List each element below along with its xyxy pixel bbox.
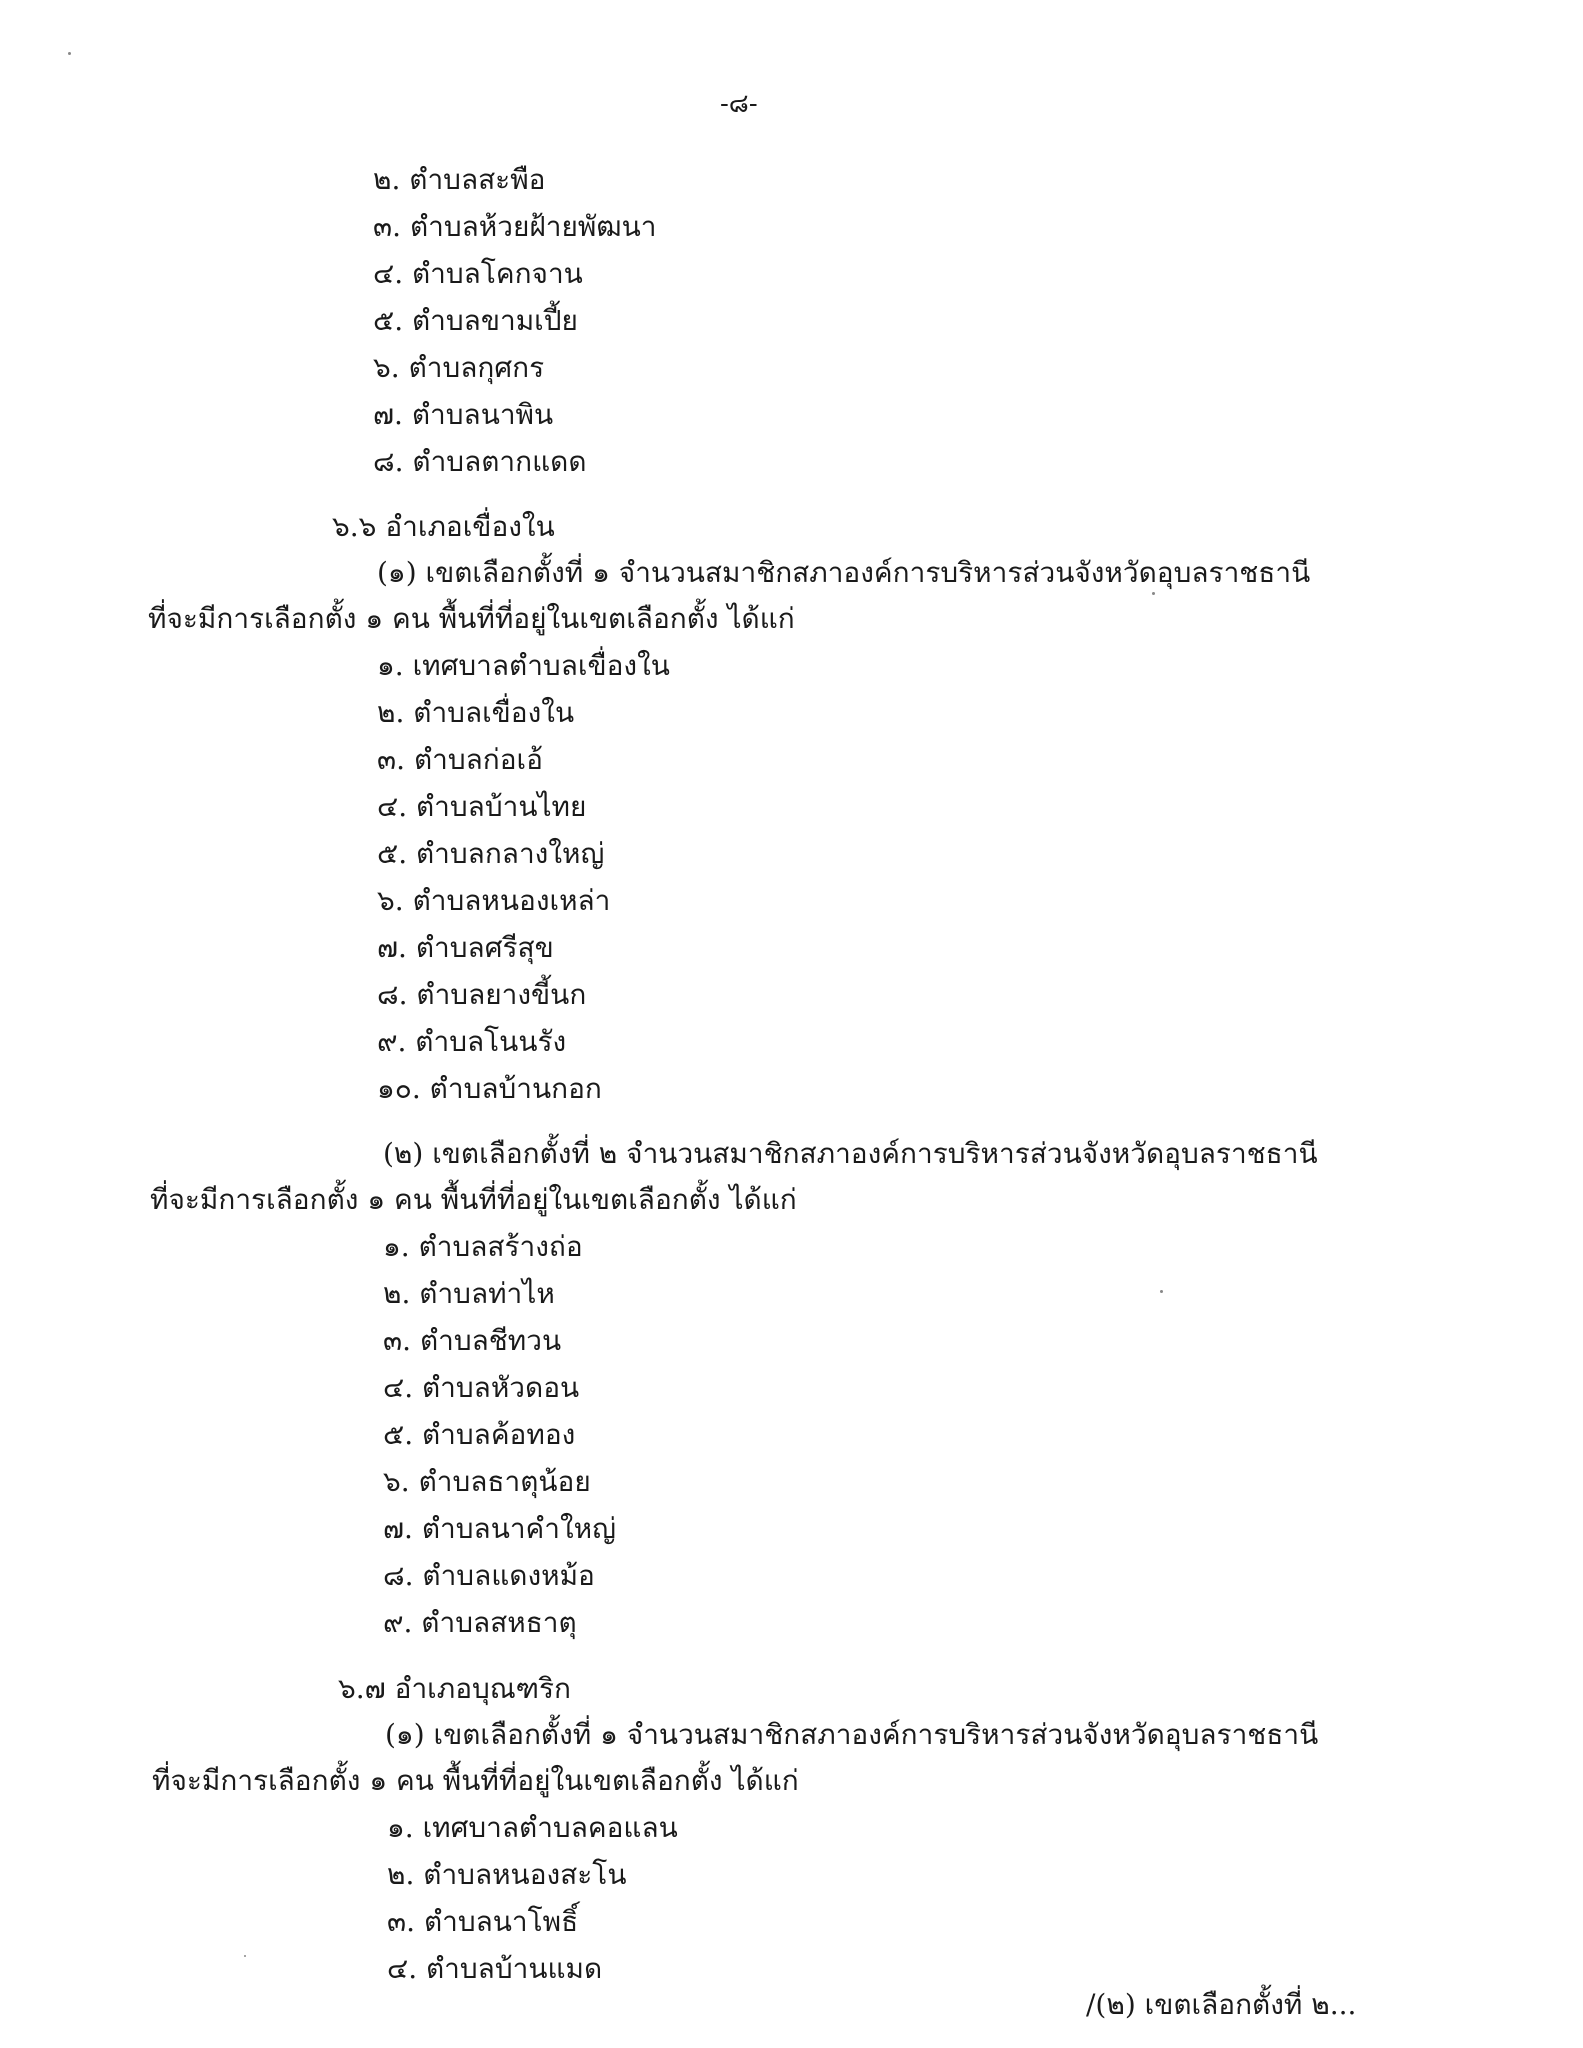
list-item: ๖. ตำบลหนองเหล่า — [377, 884, 611, 917]
list-item: ๓. ตำบลนาโพธิ์ — [387, 1905, 579, 1938]
list-item: ๑. เทศบาลตำบลเขื่องใน — [377, 649, 670, 682]
list-item: ๓. ตำบลชีทวน — [383, 1324, 562, 1357]
list-item: ๙. ตำบลสหธาตุ — [383, 1606, 577, 1639]
list-item: ๔. ตำบลโคกจาน — [373, 257, 583, 290]
scan-speck — [1152, 592, 1155, 595]
zone-description: (๑) เขตเลือกตั้งที่ ๑ จำนวนสมาชิกสภาองค์การบริหารส่วนจังหวัดอุบลราชธานี — [385, 1718, 1319, 1751]
list-item: ๘. ตำบลตากแดด — [373, 445, 587, 478]
zone-description-cont: ที่จะมีการเลือกตั้ง ๑ คน พื้นที่ที่อยู่ในเขตเลือกตั้ง ได้แก่ — [150, 1183, 797, 1216]
list-item: ๕. ตำบลกลางใหญ่ — [377, 837, 605, 870]
list-item: ๖. ตำบลกุศกร — [373, 351, 545, 384]
list-item: ๑๐. ตำบลบ้านกอก — [377, 1072, 602, 1105]
list-item: ๒. ตำบลสะพือ — [373, 163, 546, 196]
section-heading: ๖.๖ อำเภอเขื่องใน — [332, 510, 555, 543]
list-item: ๕. ตำบลขามเปี้ย — [373, 304, 578, 337]
list-item: ๔. ตำบลบ้านแมด — [387, 1952, 603, 1985]
list-item: ๒. ตำบลหนองสะโน — [387, 1858, 627, 1891]
list-item: ๘. ตำบลยางขี้นก — [377, 978, 587, 1011]
list-item: ๗. ตำบลศรีสุข — [377, 931, 554, 964]
scan-speck — [244, 1955, 246, 1957]
list-item: ๘. ตำบลแดงหม้อ — [383, 1559, 595, 1592]
list-item: ๔. ตำบลหัวดอน — [383, 1371, 580, 1404]
zone-description: (๑) เขตเลือกตั้งที่ ๑ จำนวนสมาชิกสภาองค์การบริหารส่วนจังหวัดอุบลราชธานี — [377, 556, 1311, 589]
page-number: -๘- — [720, 89, 758, 119]
zone-description-cont: ที่จะมีการเลือกตั้ง ๑ คน พื้นที่ที่อยู่ในเขตเลือกตั้ง ได้แก่ — [152, 1764, 799, 1797]
list-item: ๒. ตำบลเขื่องใน — [377, 696, 575, 729]
zone-description: (๒) เขตเลือกตั้งที่ ๒ จำนวนสมาชิกสภาองค์การบริหารส่วนจังหวัดอุบลราชธานี — [383, 1137, 1318, 1170]
list-item: ๓. ตำบลห้วยฝ้ายพัฒนา — [373, 210, 657, 243]
list-item: ๙. ตำบลโนนรัง — [377, 1025, 567, 1058]
list-item: ๑. ตำบลสร้างถ่อ — [383, 1230, 583, 1263]
scan-speck — [68, 52, 71, 55]
list-item: ๗. ตำบลนาพิน — [373, 398, 554, 431]
scan-speck — [1160, 1290, 1163, 1293]
section-heading: ๖.๗ อำเภอบุณฑริก — [338, 1672, 571, 1705]
zone-description-cont: ที่จะมีการเลือกตั้ง ๑ คน พื้นที่ที่อยู่ในเขตเลือกตั้ง ได้แก่ — [148, 602, 795, 635]
list-item: ๗. ตำบลนาคำใหญ่ — [383, 1512, 616, 1545]
continuation-note: /(๒) เขตเลือกตั้งที่ ๒... — [1086, 1988, 1357, 2021]
list-item: ๖. ตำบลธาตุน้อย — [383, 1465, 591, 1498]
list-item: ๑. เทศบาลตำบลคอแลน — [387, 1811, 678, 1844]
list-item: ๓. ตำบลก่อเอ้ — [377, 743, 543, 776]
list-item: ๒. ตำบลท่าไห — [383, 1277, 555, 1310]
list-item: ๔. ตำบลบ้านไทย — [377, 790, 587, 823]
list-item: ๕. ตำบลค้อทอง — [383, 1418, 576, 1451]
